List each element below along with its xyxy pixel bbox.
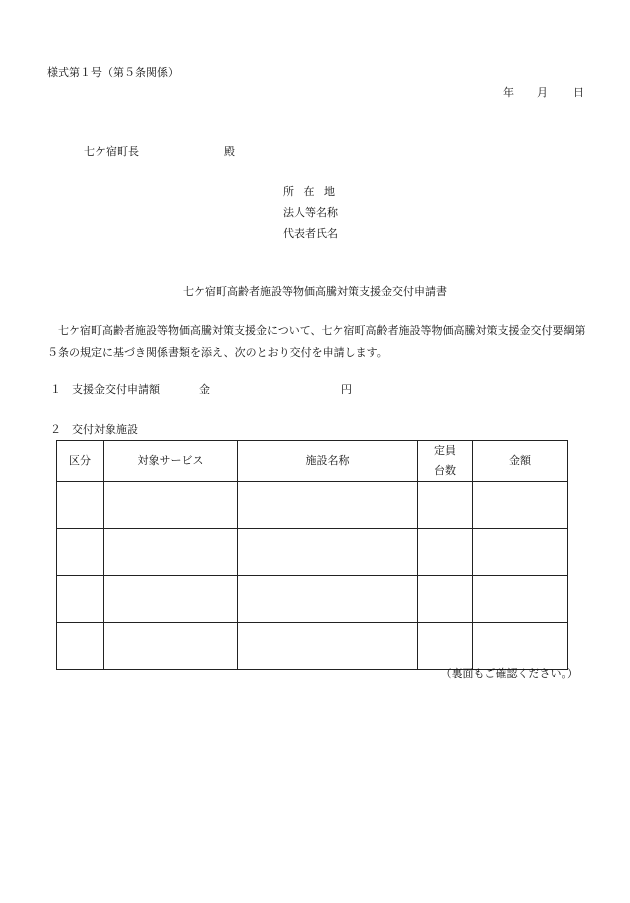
cell-service[interactable] (104, 623, 238, 670)
table-row (57, 576, 568, 623)
header-capacity (418, 441, 473, 482)
cell-capacity[interactable] (418, 482, 473, 529)
cell-facility-name[interactable] (238, 576, 418, 623)
cell-amount[interactable] (473, 576, 568, 623)
cell-capacity[interactable] (418, 529, 473, 576)
form-number: 様式第１号（第５条関係） (47, 66, 179, 79)
cell-facility-name[interactable] (238, 482, 418, 529)
addressee-honorific: 殿 (224, 145, 235, 158)
applicant-corporation-label: 法人等名称 (283, 206, 338, 219)
cell-category[interactable] (57, 576, 104, 623)
table-row (57, 529, 568, 576)
cell-service[interactable] (104, 482, 238, 529)
table-row (57, 623, 568, 670)
item1-currency-prefix: 金 (199, 383, 210, 396)
table-header-row (57, 441, 568, 482)
cell-capacity[interactable] (418, 623, 473, 670)
header-capacity-line2: 台数 (434, 464, 456, 477)
reverse-side-note: （裏面もご確認ください。） (440, 667, 578, 680)
cell-category[interactable] (57, 623, 104, 670)
cell-service[interactable] (104, 576, 238, 623)
target-facility-table (56, 440, 568, 670)
cell-capacity[interactable] (418, 576, 473, 623)
item2-label: ２ 交付対象施設 (50, 423, 138, 436)
applicant-address-label: 所 在 地 (283, 185, 338, 198)
cell-facility-name[interactable] (238, 529, 418, 576)
cell-amount[interactable] (473, 623, 568, 670)
date-year-label: 年 (503, 86, 514, 99)
header-amount: 金額 (473, 441, 568, 482)
header-capacity-line1: 定員 (434, 444, 456, 457)
header-service: 対象サービス (104, 441, 238, 482)
cell-category[interactable] (57, 529, 104, 576)
cell-service[interactable] (104, 529, 238, 576)
addressee-title: 七ケ宿町長 (84, 145, 139, 158)
date-month-label: 月 (537, 86, 548, 99)
document-title: 七ケ宿町高齢者施設等物価高騰対策支援金交付申請書 (183, 285, 447, 298)
applicant-representative-label: 代表者氏名 (283, 227, 338, 240)
cell-amount[interactable] (473, 482, 568, 529)
item1-unit: 円 (341, 383, 352, 396)
item1-label: １ 支援金交付申請額 (50, 383, 160, 396)
table-row (57, 482, 568, 529)
cell-amount[interactable] (473, 529, 568, 576)
date-day-label: 日 (573, 86, 584, 99)
header-category: 区分 (57, 441, 104, 482)
cell-facility-name[interactable] (238, 623, 418, 670)
cell-category[interactable] (57, 482, 104, 529)
header-facility-name: 施設名称 (238, 441, 418, 482)
document-body: 七ケ宿町高齢者施設等物価高騰対策支援金について、七ケ宿町高齢者施設等物価高騰対策支援金交付要綱第５条の規定に基づき関係書類を添え、次のとおり交付を申請します。 (47, 324, 586, 359)
